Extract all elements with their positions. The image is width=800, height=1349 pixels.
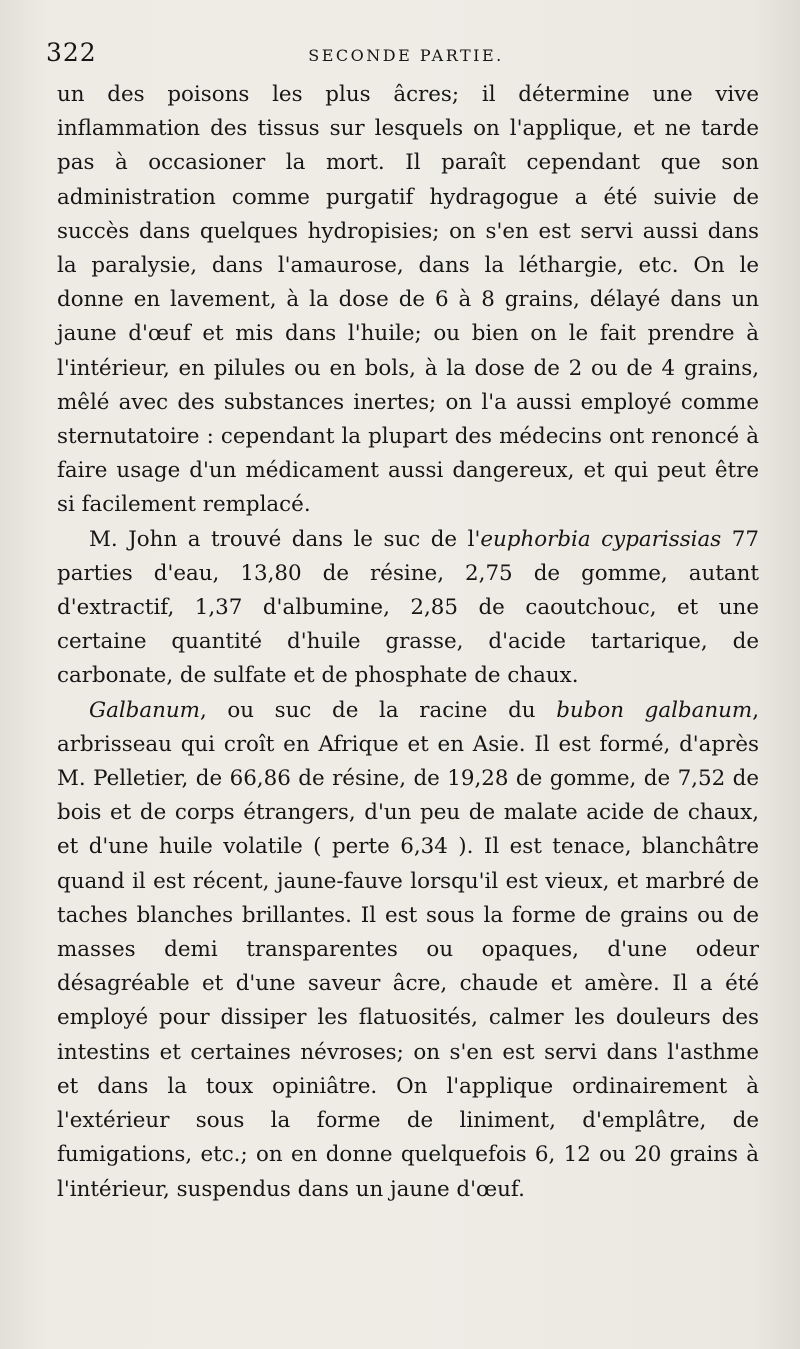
species-name: euphorbia cyparissias xyxy=(480,526,722,552)
paragraph-john-analysis xyxy=(57,523,759,694)
page-number: 322 xyxy=(46,38,97,67)
paragraph-text: 77 parties d'eau, 13,80 de résine, 2,75 de gomme, autant d'extractif, 1,37 d'albumine, 2,85 de caoutchouc, et une certaine quantité d'huile grasse, d'acide tartarique, de carbonate, de sulfate et de phosphate de chaux. xyxy=(57,526,759,689)
paragraph-galbanum xyxy=(57,694,759,1207)
body-text xyxy=(57,78,759,1207)
paragraph-text: M. John a trouvé dans le suc de l' xyxy=(89,526,481,552)
term-galbanum: Galbanum xyxy=(89,697,200,723)
paragraph-euphorbia-effects xyxy=(57,78,759,523)
paragraph-text: , arbrisseau qui croît en Afrique et en Asie. Il est formé, d'après M. Pelletier, de 66,86 de résine, de 19,28 de gomme, de 7,52 de bois et de corps étrangers, d'un peu de malate acide de chaux, et d'une huile volatile ( perte 6,34 ). Il est tenace, blanchâtre quand il est récent, jaune-fauve lorsqu'il est vieux, et marbré de taches blanches brillantes. Il est sous la forme de grains ou de masses demi transparentes ou opaques, d'une odeur désagréable et d'une saveur âcre, chaude et amère. Il a été employé pour dissiper les flatuosités, calmer les douleurs des intestins et certaines névroses; on s'en est servi dans l'asthme et dans la toux opiniâtre. On l'applique ordinairement à l'extérieur sous la forme de liniment, d'emplâtre, de fumigations, etc.; on en donne quelquefois 6, 12 ou 20 grains à l'intérieur, suspendus dans un jaune d'œuf. xyxy=(57,697,760,1202)
paragraph-text: un des poisons les plus âcres; il détermine une vive inflammation des tissus sur lesquels on l'applique, et ne tarde pas à occasioner la mort. Il paraît cependant que son administration comme purgatif hydragogue a été suivie de succès dans quelques hydropisies; on s'en est servi aussi dans la paralysie, dans l'amaurose, dans la léthargie, etc. On le donne en lavement, à la dose de 6 à 8 grains, délayé dans un jaune d'œuf et mis dans l'huile; ou bien on le fait prendre à l'intérieur, en pilules ou en bols, à la dose de 2 ou de 4 grains, mêlé avec des substances inertes; on l'a aussi employé comme sternutatoire : cependant la plupart des médecins ont renoncé à faire usage d'un médicament aussi dangereux, et qui peut être si facilement remplacé. xyxy=(57,82,759,518)
species-name: bubon galbanum xyxy=(556,697,753,723)
page-header xyxy=(46,38,766,72)
paragraph-text: , ou suc de la racine du xyxy=(199,697,557,723)
running-head: SECONDE PARTIE. xyxy=(308,46,504,65)
